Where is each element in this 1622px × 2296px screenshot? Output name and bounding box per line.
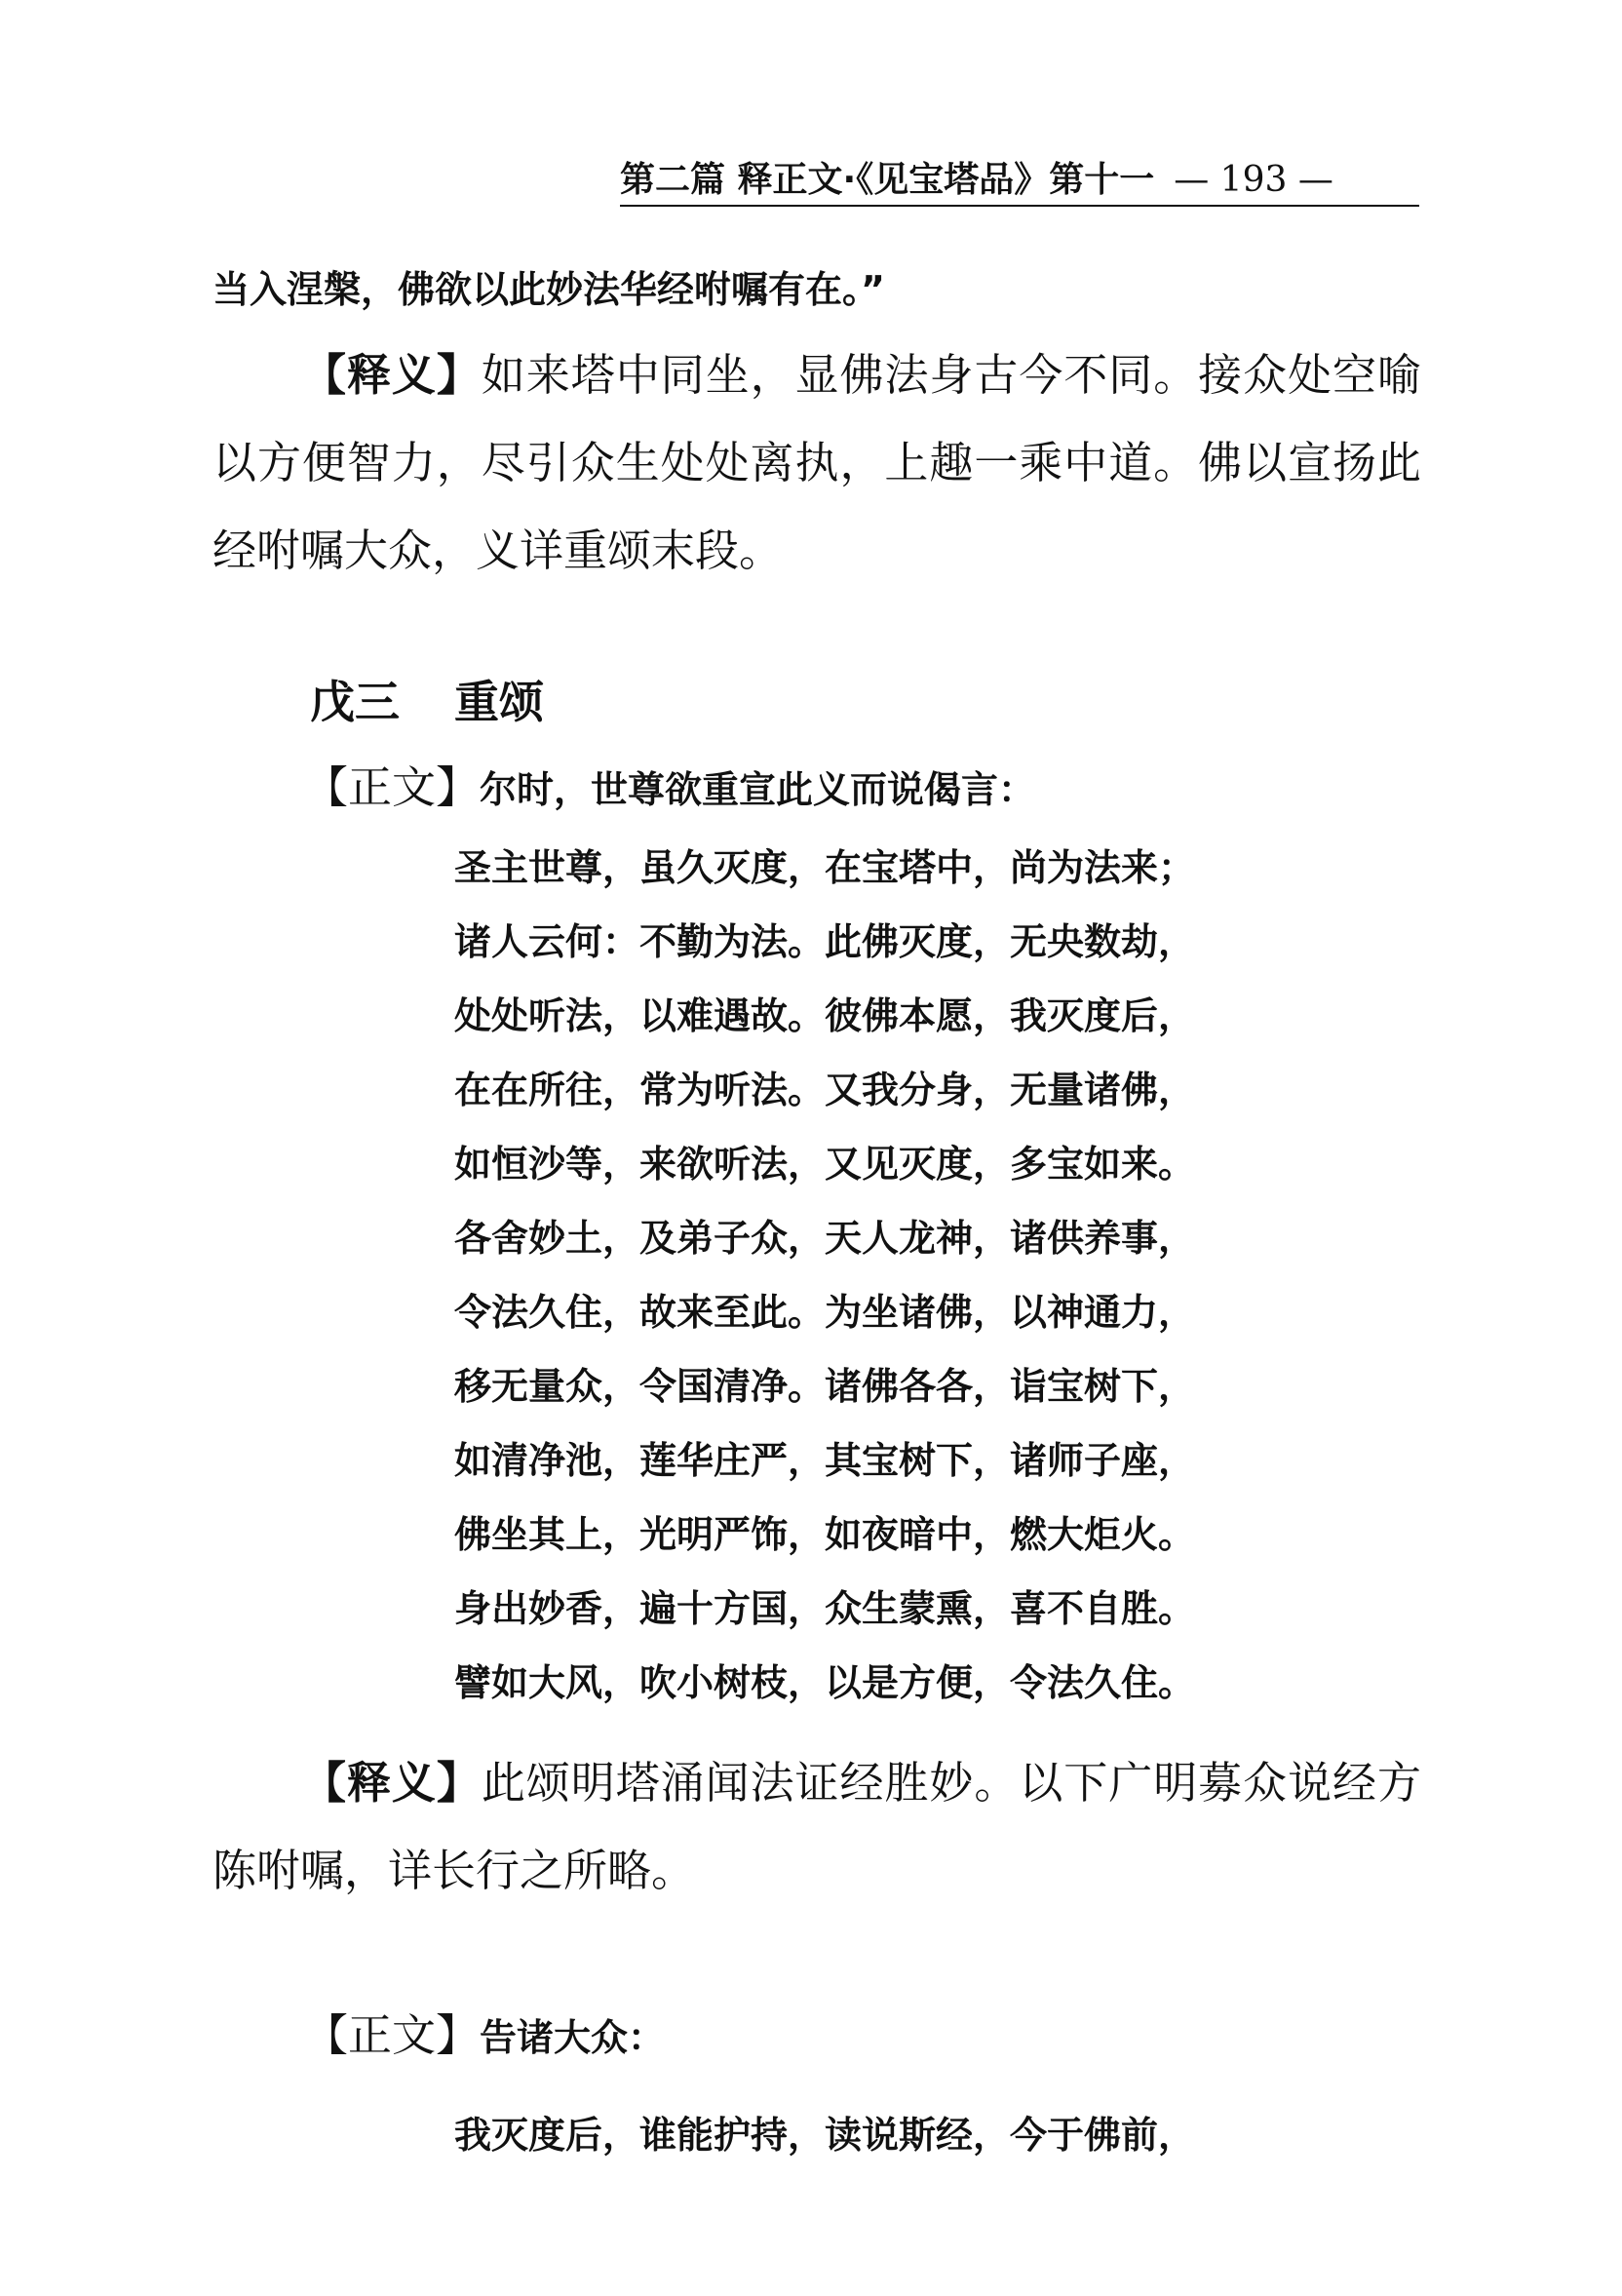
verse-line: 各舍妙土，及弟子众，天人龙神，诸供养事， [454,1217,1196,1260]
gloss-tag: 【释义】 [302,1757,482,1809]
verse-line: 处处听法，以难遇故。彼佛本愿，我灭度后， [454,994,1196,1037]
verse-line: 如清净池，莲华庄严，其宝树下，诸师子座， [454,1439,1196,1482]
section-heading [310,673,544,731]
running-title: 第二篇 释正文·《见宝塔品》第十一 [620,160,1155,200]
verse-block-1 [454,842,1429,1732]
header-rule [620,205,1419,207]
zhengwen-intro-1 [304,762,1035,815]
zhengwen-text: 告诸大众： [480,2016,666,2059]
verse-line: 如恒沙等，来欲听法，又见灭度，多宝如来。 [454,1143,1196,1186]
verse-line: 移无量众，令国清净。诸佛各各，诣宝树下， [454,1365,1196,1408]
verse-line: 我灭度后，谁能护持，读说斯经，今于佛前， [454,2114,1196,2157]
verse-line: 身出妙香，遍十方国，众生蒙熏，喜不自胜。 [454,1587,1196,1630]
zhengwen-intro-2 [304,2010,665,2063]
verse-line: 佛坐其上，光明严饰，如夜暗中，燃大炬火。 [454,1513,1196,1556]
continuation-line: 当入涅槃，佛欲以此妙法华经咐嘱有在。” [212,268,885,311]
verse-line: 譬如大风，吹小树枝，以是方便，令法久住。 [454,1661,1196,1704]
gloss-paragraph-1 [212,331,1421,595]
gloss-text: 如来塔中同坐，显佛法身古今不同。接众处空喻以方便智力，尽引众生处处离执，上趣一乘中道。佛以宣扬此经咐嘱大众，义详重颂末段。 [212,349,1421,576]
section-number: 戊三 [310,676,400,728]
gloss-paragraph-2 [212,1739,1421,1915]
verse-line: 诸人云何：不勤为法。此佛灭度，无央数劫， [454,920,1196,963]
zhengwen-tag: 【正文】 [304,2009,481,2061]
gloss-text: 此颂明塔涌闻法证经胜妙。以下广明募众说经方陈咐嘱，详长行之所略。 [212,1757,1421,1896]
verse-line: 圣主世尊，虽久灭度，在宝塔中，尚为法来； [454,846,1196,889]
running-header [620,158,1419,203]
verse-line: 在在所往，常为听法。又我分身，无量诸佛， [454,1069,1196,1111]
zhengwen-text: 尔时，世尊欲重宣此义而说偈言： [480,768,1036,811]
gloss-tag: 【释义】 [302,349,482,401]
zhengwen-tag: 【正文】 [304,761,481,813]
verse-line: 令法久住，故来至此。为坐诸佛，以神通力， [454,1291,1196,1334]
verse-block-2 [454,2110,1429,2184]
page-number: — 193 — [1174,160,1333,200]
section-title: 重颂 [454,676,544,728]
